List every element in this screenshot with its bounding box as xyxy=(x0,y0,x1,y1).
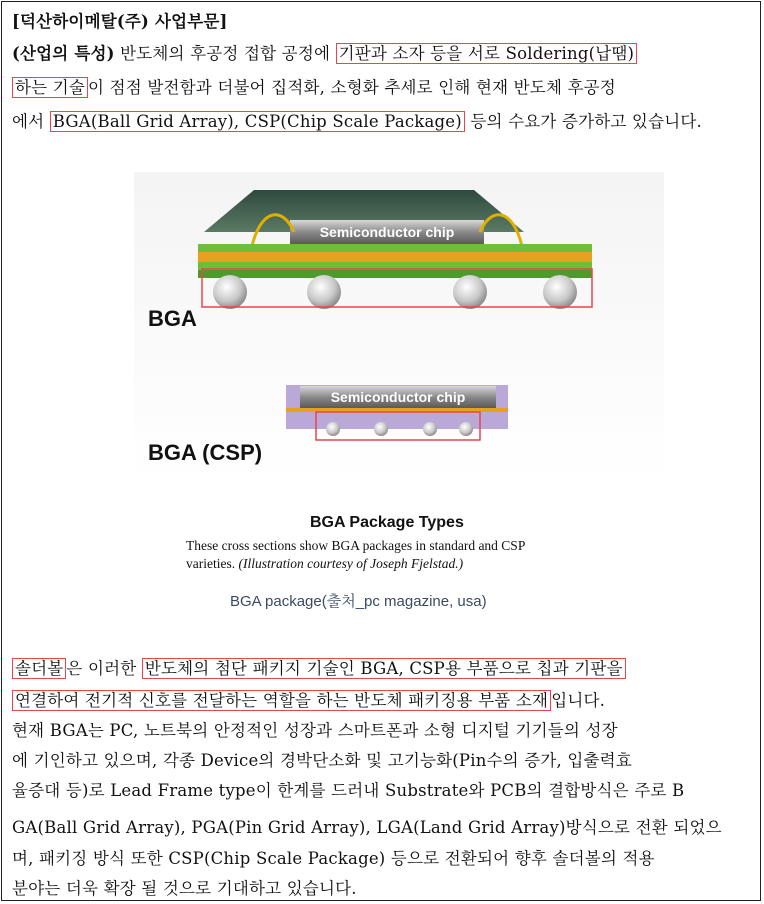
body-line-2 xyxy=(12,687,756,714)
bga-label: BGA xyxy=(148,306,197,331)
highlight-box: BGA(Ball Grid Array), CSP(Chip Scale Package) xyxy=(50,111,465,132)
chip-label: Semiconductor chip xyxy=(330,389,466,405)
caption-line: These cross sections show BGA packages in standard and CSP xyxy=(186,538,526,553)
figure-caption-title: BGA Package Types xyxy=(310,514,464,531)
intro-text: 에서 xyxy=(12,112,50,131)
section-title: [덕산하이메탈(주) 사업부문] xyxy=(12,12,228,31)
solder-ball xyxy=(213,275,247,309)
body-line-5: 율증대 등)로 Lead Frame type이 한계를 드러내 Substrate와 PCB의 결합방식은 주로 B xyxy=(12,781,685,800)
highlight-box: 하는 기술 xyxy=(12,77,88,98)
body-line-3: 현재 BGA는 PC, 노트북의 안정적인 성장과 스마트폰과 소형 디지털 기기들의 성장 xyxy=(12,721,618,740)
intro-text: 등의 수요가 증가하고 있습니다. xyxy=(464,112,702,131)
body-line-4: 에 기인하고 있으며, 각종 Device의 경박단소화 및 고기능화(Pin수의 증가, 입출력효 xyxy=(12,751,632,770)
intro-line-3 xyxy=(12,108,756,135)
figure-source-credit: BGA package(출처_pc magazine, usa) xyxy=(230,593,487,610)
substrate-layer xyxy=(198,270,592,278)
solder-ball xyxy=(423,422,437,436)
highlight-box: 기판과 소자 등을 서로 Soldering(납땜) xyxy=(336,43,638,64)
highlight-box: 반도체의 첨단 패키지 기술인 BGA, CSP용 부품으로 칩과 기판을 xyxy=(142,658,626,679)
solder-ball xyxy=(543,275,577,309)
highlight-box: 연결하여 전기적 신호를 전달하는 역할을 하는 반도체 패키징용 부품 소재 xyxy=(12,690,551,711)
body-text: 입니다. xyxy=(551,691,606,710)
body-line-7: 며, 패키징 방식 또한 CSP(Chip Scale Package) 등으로 전환되어 향후 솔더볼의 적용 xyxy=(12,849,655,868)
solder-ball xyxy=(374,422,388,436)
chip-label: Semiconductor chip xyxy=(319,224,455,240)
caption-text: varieties. xyxy=(186,556,239,571)
intro-line-1 xyxy=(12,40,756,67)
solder-ball xyxy=(326,422,340,436)
caption-line xyxy=(186,555,525,573)
highlight-box: 솔더볼 xyxy=(12,658,66,679)
caption-credit-italic: (Illustration courtesy of Joseph Fjelstad.) xyxy=(238,556,464,571)
solder-ball xyxy=(307,275,341,309)
csp-label: BGA (CSP) xyxy=(148,440,263,465)
body-line-8: 분야는 더욱 확장 될 것으로 기대하고 있습니다. xyxy=(12,879,357,898)
intro-lead: (산업의 특성) xyxy=(12,44,115,63)
body-text: 은 이러한 xyxy=(66,659,142,678)
body-line-6: GA(Ball Grid Array), PGA(Pin Grid Array), LGA(Land Grid Array)방식으로 전환 되었으 xyxy=(12,818,722,837)
figure-caption-text xyxy=(186,537,525,573)
intro-text: 이 점점 발전함과 더불어 집적화, 소형화 추세로 인해 현재 반도체 후공정 xyxy=(88,78,616,97)
intro-text: 반도체의 후공정 접합 공정에 xyxy=(114,44,336,63)
body-line-1 xyxy=(12,655,756,682)
solder-ball xyxy=(459,422,473,436)
substrate-layer xyxy=(198,252,592,262)
substrate-layer xyxy=(198,244,592,252)
solder-ball xyxy=(453,275,487,309)
intro-line-2 xyxy=(12,74,756,101)
